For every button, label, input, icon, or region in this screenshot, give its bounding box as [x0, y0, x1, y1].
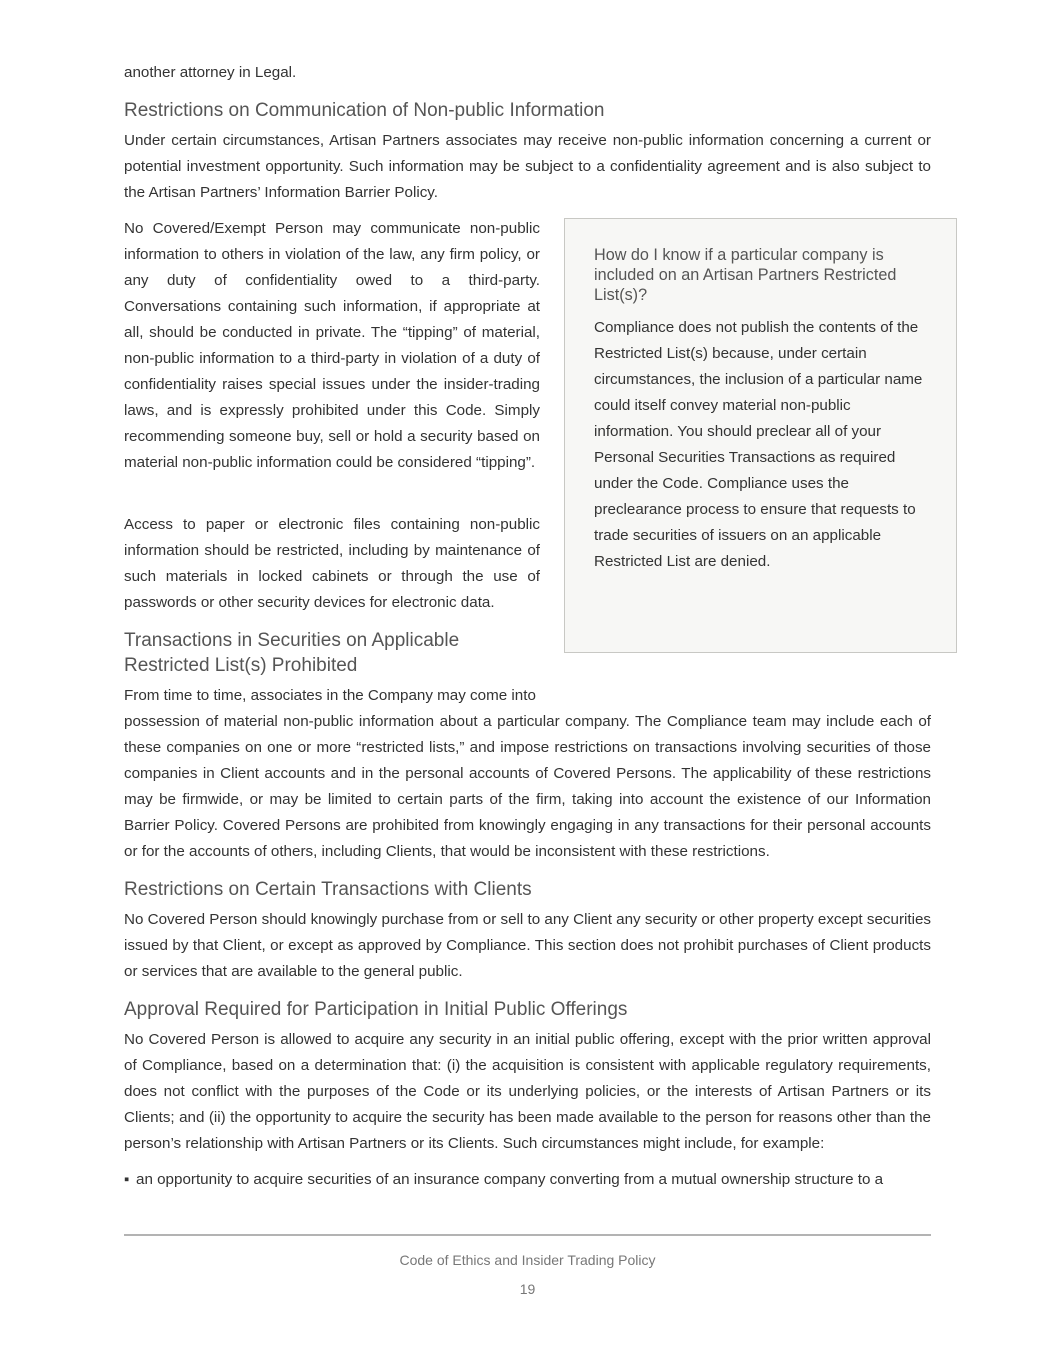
paragraph-restricted-list-start: From time to time, associates in the Company may come into	[124, 687, 536, 704]
heading-line-2: Restricted List(s) Prohibited	[124, 655, 358, 676]
heading-line-1: Transactions in Securities on Applicable	[124, 630, 460, 651]
paragraph-restricted-list-rest: possession of material non-public information about a particular company. The Compliance team may include each of these companies on one or more “restricted lists,” and impose restrictions on transactions involving securities of those companies in Client accounts and in the personal accounts of Covered Persons. The applicability of these restrictions may be firmwide, or may be limited to certain parts of the firm, taking into account the existence of our Information Barrier Policy. Covered Persons are prohibited from knowingly engaging in any transactions for their personal accounts or for the accounts of others, including Clients, that would be inconsistent with these restrictions.	[124, 713, 931, 860]
section-heading-ipo-approval: Approval Required for Participation in Initial Public Offerings	[124, 999, 628, 1020]
footer-title: Code of Ethics and Insider Trading Policy	[399, 1252, 656, 1268]
bullet-item	[124, 1167, 931, 1193]
square-bullet-icon: ▪	[124, 1171, 130, 1188]
page-number: 19	[519, 1281, 536, 1297]
footer-divider	[124, 1234, 931, 1236]
section-heading-restricted-list	[124, 628, 554, 678]
paragraph-access-restriction: Access to paper or electronic files containing non-public information should be restricted, including by maintenance of such materials in locked cabinets or through the use of passwords or other security devices for electronic data.	[124, 516, 540, 611]
paragraph-client-transactions: No Covered Person should knowingly purchase from or sell to any Client any security or other property except securities issued by that Client, or except as approved by Compliance. This section does not prohibit purchases of Client products or services that are available to the general public.	[124, 911, 932, 980]
bullet-text: an opportunity to acquire securities of an insurance company converting from a mutual ownership structure to a	[136, 1171, 884, 1188]
callout-answer: Compliance does not publish the contents of the Restricted List(s) because, under certain circumstances, the inclusion of a particular name could itself convey material non-public information. You should preclear all of your Personal Securities Transactions as required under the Code. Compliance uses the preclearance process to ensure that requests to trade securities of issuers on an applicable Restricted List are denied.	[594, 319, 923, 570]
section-heading-client-transactions: Restrictions on Certain Transactions with Clients	[124, 879, 532, 900]
section-heading-communication: Restrictions on Communication of Non-public Information	[124, 100, 605, 121]
paragraph-no-communication: No Covered/Exempt Person may communicate non-public information to others in violation of the law, any firm policy, or any duty of confidentiality owed to a third-party. Conversations containing such information, if appropriate at all, should be conducted in private. The “tipping” of material, non-public information to a third-party in violation of a duty of confidentiality raises special issues under the insider-trading laws, and is expressly prohibited under this Code. Simply recommending someone buy, sell or hold a security based on material non-public information could be considered “tipping”.	[124, 220, 540, 471]
paragraph-ipo-approval: No Covered Person is allowed to acquire any security in an initial public offering, except with the prior written approval of Compliance, based on a determination that: (i) the acquisition is consistent with applicable regulatory requirements, does not conflict with the purposes of the Code or its underlying policies, or the interests of Artisan Partners or its Clients; and (ii) the opportunity to acquire the security has been made available to the person for reasons other than the person’s relationship with Artisan Partners or its Clients. Such circumstances might include, for example:	[124, 1031, 931, 1152]
paragraph-nonpublic-intro: Under certain circumstances, Artisan Partners associates may receive non-public information concerning a current or potential investment opportunity. Such information may be subject to a confidentiality agreement and is also subject to the Artisan Partners’ Information Barrier Policy.	[124, 132, 931, 201]
restricted-list-callout	[564, 218, 957, 653]
callout-question: How do I know if a particular company is included on an Artisan Partners Restricted List(s)?	[594, 246, 897, 304]
intro-fragment: another attorney in Legal.	[124, 64, 297, 81]
